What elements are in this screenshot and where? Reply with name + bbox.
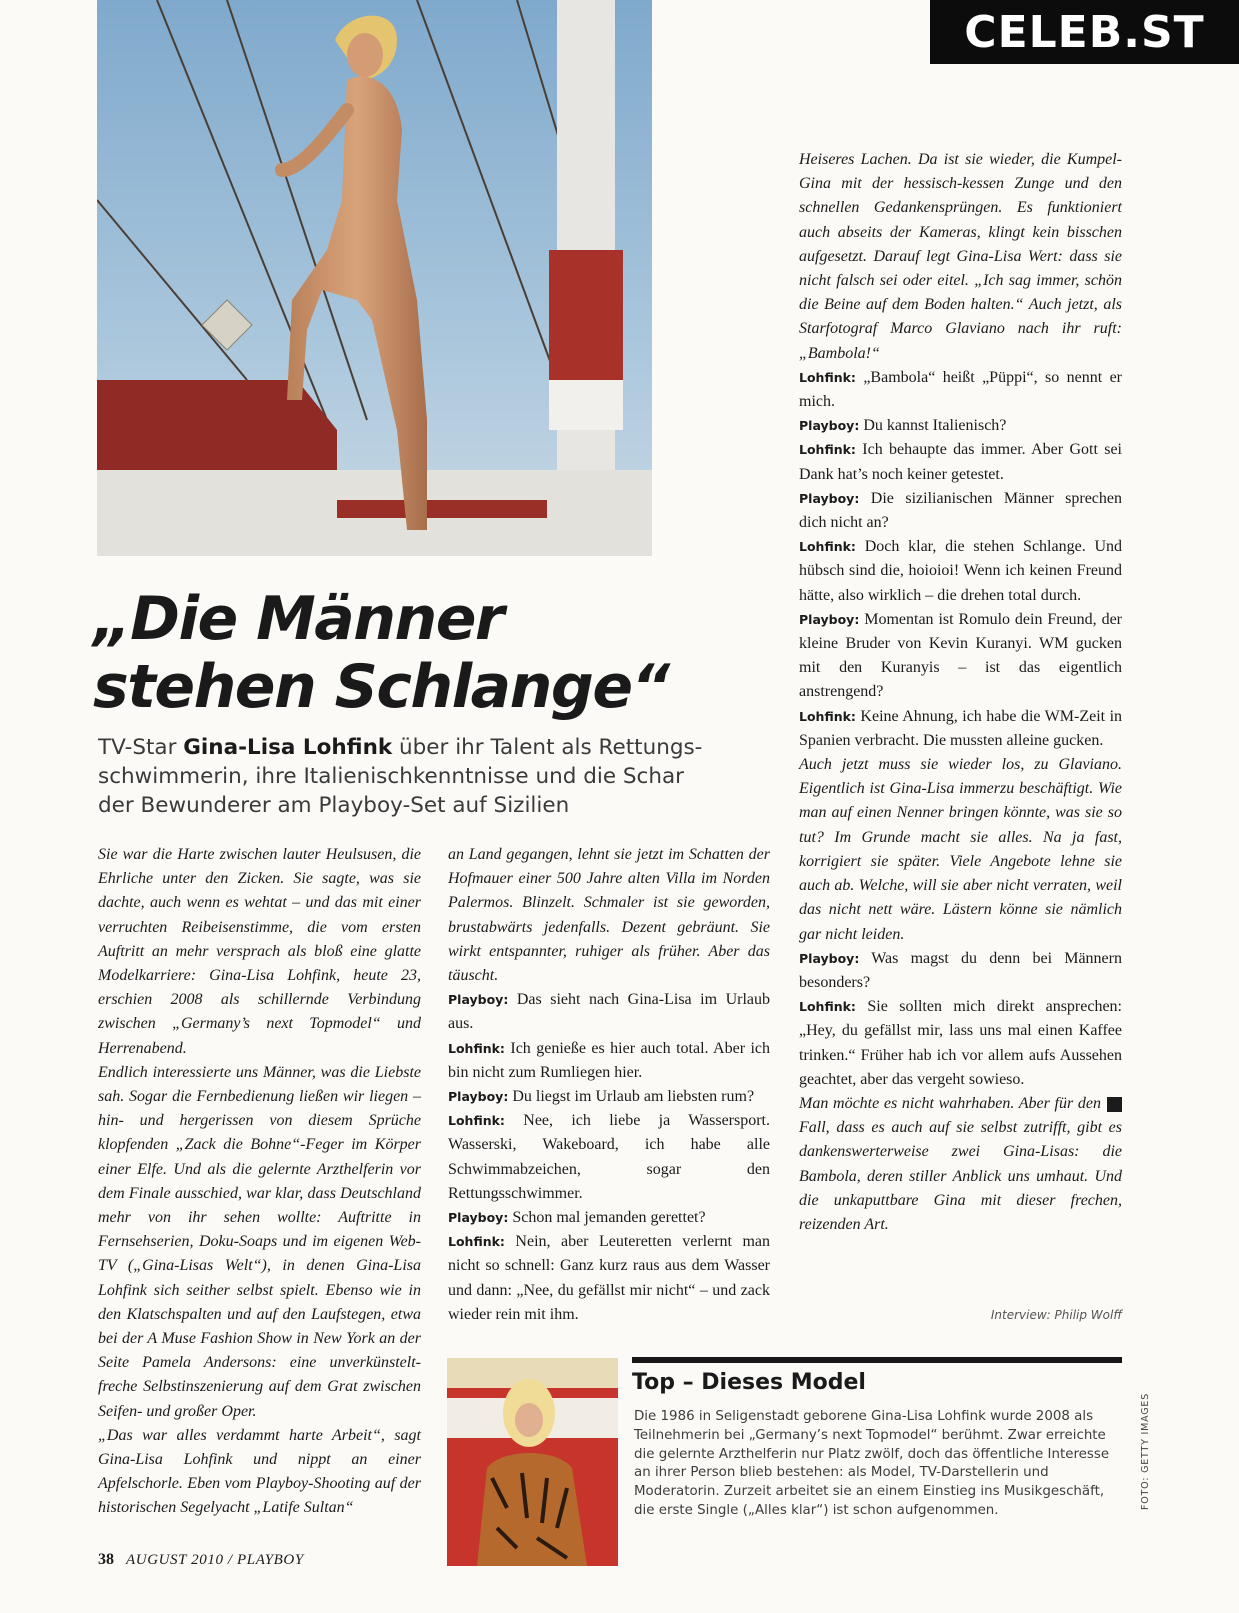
speaker-label: Lohfink:: [448, 1234, 505, 1250]
inset-photo: [447, 1358, 618, 1566]
speaker-label: Playboy:: [799, 490, 860, 506]
qa-text: Was magst du denn bei Männern besonders?: [799, 949, 1122, 991]
headline: [93, 585, 713, 721]
issue-label: AUGUST 2010 / PLAYBOY: [126, 1552, 304, 1568]
speaker-label: Lohfink:: [799, 999, 856, 1015]
speaker-label: Playboy:: [799, 418, 860, 434]
box-rule: [632, 1357, 1122, 1363]
bunny-logo-icon: [1107, 1097, 1122, 1112]
box-text: Die 1986 in Seligenstadt geborene Gina-Lisa Lohfink wurde 2008 als Teilnehmerin bei „Germany’s next Topmodel“ berühmt. Zwar erreichte die gelernte Arzthelferin nur Platz zwölf, doch das öffentliche Interesse an ihrer Person blieb bestehen: als Model, TV-Darstellerin und Moderatorin. Zurzeit arbeitet sie an einem Einstieg ins Musikgeschäft, die erste Single („Alles klar“) ist schon aufgenommen.: [634, 1409, 1110, 1518]
deck-name: Gina-Lisa Lohfink: [183, 735, 393, 760]
qa-text: Nee, ich liebe ja Wassersport. Wasserski, Wakeboard, ich habe alle Schwimmabzeichen, sogar den Rettungsschwimmer.: [448, 1112, 771, 1202]
qa-item: [448, 1037, 770, 1085]
qa-text: Nein, aber Leuteretten verlernt man nicht so schnell: Ganz kurz raus aus dem Wasser und dann: „Nee, du gefällst mir nicht“ – und zack wieder rein mit ihm.: [448, 1233, 771, 1323]
qa-text: Die sizilianischen Männer sprechen dich nicht an?: [799, 489, 1122, 532]
speaker-label: Playboy:: [448, 1210, 509, 1226]
speaker-label: Lohfink:: [799, 369, 856, 385]
qa-item: [448, 1230, 770, 1327]
speaker-label: Playboy:: [799, 611, 860, 627]
qa-text: Doch klar, die stehen Schlange. Und hübsch sind die, hoioioi! Wenn ich keinen Freund hätte, also wirklich – die drehen total durch.: [799, 538, 1123, 604]
speaker-label: Playboy:: [448, 992, 509, 1008]
headline-line-1: „Die Männer: [93, 584, 504, 654]
qa-item: [448, 988, 770, 1036]
qa-item: [799, 535, 1122, 608]
headline-line-2: stehen Schlange“: [93, 652, 669, 722]
qa-item: [799, 947, 1122, 995]
interview-credit: Interview: Philip Wolff: [990, 1308, 1122, 1322]
paragraph: „Das war alles verdammt harte Arbeit“, sagt Gina-Lisa Lohfink und nippt an einer Apfelschorle. Eben vom Playboy-Shooting auf der historischen Segelyacht „Latife Sultan“: [98, 1426, 421, 1517]
qa-item: [799, 414, 1122, 438]
qa-item: [799, 366, 1122, 414]
qa-item: [799, 438, 1122, 486]
deck: [98, 733, 718, 820]
qa-item: [799, 608, 1122, 705]
paragraph-final: [799, 1092, 1122, 1237]
qa-item: [448, 1206, 770, 1230]
qa-text: Du kannst Italienisch?: [863, 417, 1007, 435]
column-3: [799, 148, 1122, 1237]
main-photo: [97, 0, 652, 556]
qa-item: [799, 705, 1122, 753]
column-1: [98, 843, 421, 1521]
paragraph: Auch jetzt muss sie wieder los, zu Glaviano. Eigentlich ist Gina-Lisa immerzu beschäftigt. Wie man auf einen Nenner bringen könnte, was sie so tut? Im Grunde macht sie alles. Na ja fast, korrigiert sie später. Viele Angebote lehne sie auch ab. Welche, will sie aber nicht verraten, weil das nicht nett wäre. Lästern könne sie nämlich gar nicht leiden.: [799, 756, 1122, 943]
qa-text: „Bambola“ heißt „Püppi“, so nennt er mich.: [799, 368, 1122, 411]
speaker-label: Lohfink:: [799, 539, 856, 555]
paragraph: Endlich interessierte uns Männer, was die Liebste sah. Sogar die Fernbedienung ließen wir liegen – hin- und hergerissen von diesem Sprüche klopfenden „Zack die Bohne“-Feger im Körper einer Elfe. Und als die gelernte Arzthelferin vor dem Finale ausschied, war klar, dass Deutschland mehr von ihr sehen wollte: Auftritte in Fernsehserien, Doku-Soaps und im eigenen Web-TV („Gina-Lisas Welt“), in denen Gina-Lisa Lohfink sich seither selbst spielt. Ebenso wie in den Klatschspalten und auf den Laufstegen, etwa bei der A Muse Fashion Show in New York an der Seite Pamela Andersons: eine unverkünstelt-freche Selbstinszenierung auf dem Grat zwischen Seifen- und großer Oper.: [98, 1063, 421, 1420]
folio: [98, 1551, 304, 1569]
box-title: Top – Dieses Model: [632, 1370, 866, 1395]
speaker-label: Lohfink:: [799, 708, 856, 724]
column-2: [448, 843, 770, 1327]
qa-item: [448, 1109, 770, 1206]
qa-text: Keine Ahnung, ich habe die WM-Zeit in Spanien verbracht. Die mussten alleine gucken.: [799, 707, 1123, 749]
qa-text: Ich behaupte das immer. Aber Gott sei Dank hat’s noch keiner getestet.: [799, 441, 1123, 483]
deck-pre: TV-Star: [98, 735, 184, 760]
speaker-label: Lohfink:: [799, 442, 856, 458]
qa-item: [448, 1085, 770, 1109]
paragraph: Heiseres Lachen. Da ist sie wieder, die Kumpel-Gina mit der hessisch-kessen Zunge und den schnellen Gedankensprüngen. Es funktioniert auch abseits der Kameras, klingt kein bisschen aufgesetzt. Darauf legt Gina-Lisa Wert: dass sie nicht falsch sei oder eitel. „Ich sag immer, schön die Beine auf dem Boden halten.“ Auch jetzt, als Starfotograf Marco Glaviano nach ihr ruft: „Bambola!“: [799, 151, 1122, 362]
outro-text: Man möchte es nicht wahrhaben. Aber für den Fall, dass es auch auf sie selbst zutrifft, gibt es dankenswerterweise zwei Gina-Lisas: die Bambola, deren stiller Anblick uns umhaut. Und die unkaputtbare Gina mit dieser frechen, reizenden Art.: [799, 1094, 1122, 1233]
qa-text: Das sieht nach Gina-Lisa im Urlaub aus.: [448, 991, 770, 1033]
page-number: 38: [98, 1551, 114, 1568]
paragraph: Sie war die Harte zwischen lauter Heulsusen, die Ehrliche unter den Zicken. Sie sagte, was sie dachte, auch wenn es wehtat – und das mit einer verruchten Reibeisenstimme, die vom ersten Auftritt an mehr versprach als bloß eine glatte Modelkarriere: Gina-Lisa Lohfink, heute 23, erschien 2008 als schillernde Verbindung zwischen „Germany’s next Topmodel“ und Herrenabend.: [98, 846, 421, 1057]
qa-item: [799, 995, 1122, 1092]
qa-text: Ich genieße es hier auch total. Aber ich bin nicht zum Rumliegen hier.: [448, 1039, 771, 1081]
paragraph: an Land gegangen, lehnt sie jetzt im Schatten der Hofmauer einer 500 Jahre alten Villa im Norden Palermos. Blinzelt. Schmaler ist sie geworden, brustabwärts jedenfalls. Dezent gebräunt. Sie wirkt entspannter, ruhiger als früher. Aber das täuscht.: [448, 846, 770, 985]
qa-text: Du liegst im Urlaub am liebsten rum?: [512, 1088, 755, 1106]
photo-credit: FOTO: GETTY IMAGES: [1140, 1392, 1151, 1510]
qa-text: Schon mal jemanden gerettet?: [512, 1209, 706, 1227]
qa-text: Sie sollten mich direkt ansprechen: „Hey, du gefällst mir, lass uns mal einen Kaffee trinken.“ Früher hab ich vor allem aufs Aussehen geachtet, aber das vergeht sowieso.: [799, 998, 1123, 1088]
brand-badge: CELEB.ST: [930, 0, 1239, 64]
deck-post: über ihr Talent als Rettungs-schwimmerin, ihre Italienischkenntnisse und die Schar der Bewunderer am Playboy-Set auf Sizilien: [98, 735, 703, 818]
speaker-label: Lohfink:: [448, 1040, 505, 1056]
speaker-label: Playboy:: [448, 1089, 509, 1105]
qa-item: [799, 487, 1122, 535]
speaker-label: Playboy:: [799, 950, 860, 966]
speaker-label: Lohfink:: [448, 1113, 505, 1129]
qa-text: Momentan ist Romulo dein Freund, der kleine Bruder von Kevin Kuranyi. WM gucken mit den Kuranyis – ist das eigentlich anstrengend?: [799, 610, 1123, 701]
